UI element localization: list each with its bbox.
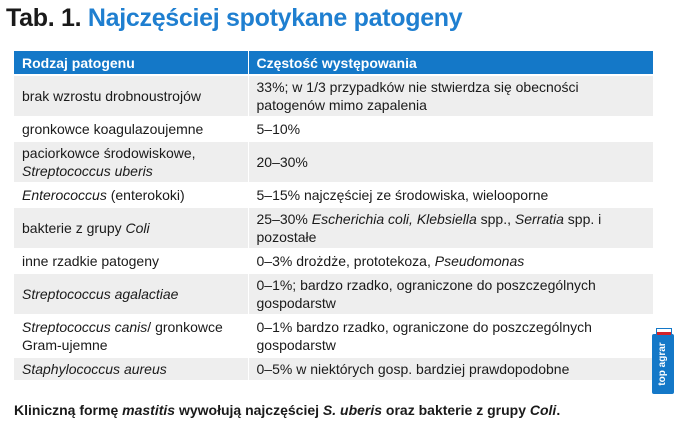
italic-text: Streptococcus canis <box>22 319 148 335</box>
italic-text: mastitis <box>122 402 176 418</box>
pathogen-table <box>14 51 654 382</box>
pathogen-cell <box>14 141 248 183</box>
column-header-frequency: Częstość występowania <box>248 51 653 75</box>
text-segment: . <box>556 402 561 418</box>
frequency-cell <box>248 357 653 381</box>
table-row <box>14 249 653 273</box>
text-segment: / gronkowce Gram-ujemne <box>22 319 223 353</box>
frequency-cell <box>248 249 653 273</box>
pathogen-cell <box>14 75 248 117</box>
text-segment: 5–15% najczęściej ze środowiska, wielooporne <box>256 187 549 203</box>
frequency-cell <box>248 273 653 315</box>
table-number: Tab. 1. <box>6 4 82 32</box>
frequency-cell <box>248 75 653 117</box>
table-row <box>14 273 653 315</box>
text-segment: 0–3% drożdże, prototekoza, <box>256 253 435 269</box>
table-row <box>14 75 653 117</box>
table-row <box>14 357 653 381</box>
text-segment: Kliniczną formę <box>14 402 123 418</box>
text-segment: 33%; w 1/3 przypadków nie stwierdza się obecności patogenów mimo zapalenia <box>256 79 579 113</box>
text-segment: wywołują najczęściej <box>175 402 323 418</box>
italic-text: Escherichia coli, Klebsiella <box>311 211 477 227</box>
logo-text: top agrar <box>657 342 668 386</box>
italic-text: Streptococcus uberis <box>22 163 153 179</box>
table-caption: Najczęściej spotykane patogeny <box>87 4 463 32</box>
italic-text: Streptococcus agalactiae <box>22 286 179 302</box>
table-title <box>6 4 462 33</box>
table-row <box>14 117 653 141</box>
italic-text: Pseudomonas <box>434 253 525 269</box>
italic-text: S. uberis <box>322 402 383 418</box>
text-segment: 0–1% bardzo rzadko, ograniczone do poszczególnych gospodarstw <box>256 319 592 353</box>
text-segment: (enterokoki) <box>106 187 185 203</box>
frequency-cell <box>248 207 653 249</box>
table-row <box>14 315 653 357</box>
footnote <box>14 402 560 418</box>
column-header-pathogen: Rodzaj patogenu <box>14 51 248 75</box>
italic-text: Staphylococcus aureus <box>22 361 167 377</box>
text-segment: paciorkowce środowiskowe, <box>22 145 196 161</box>
table-row <box>14 183 653 207</box>
italic-text: Coli <box>125 220 150 236</box>
table-body <box>14 75 653 381</box>
pathogen-cell <box>14 117 248 141</box>
italic-text: Serratia <box>514 211 564 227</box>
italic-text: Coli <box>529 402 557 418</box>
pathogen-cell <box>14 315 248 357</box>
pathogen-cell <box>14 273 248 315</box>
table-header-row <box>14 51 653 75</box>
text-segment: oraz bakterie z grupy <box>382 402 530 418</box>
text-segment: gronkowce koagulazoujemne <box>22 121 204 137</box>
table-row <box>14 141 653 183</box>
frequency-cell <box>248 117 653 141</box>
text-segment: bakterie z grupy <box>22 220 126 236</box>
pathogen-cell <box>14 357 248 381</box>
text-segment: spp. i pozostałe <box>256 211 602 245</box>
italic-text: Enterococcus <box>22 187 107 203</box>
text-segment: spp., <box>476 211 515 227</box>
frequency-cell <box>248 315 653 357</box>
pathogen-cell <box>14 207 248 249</box>
text-segment: brak wzrostu drobnoustrojów <box>22 88 201 104</box>
text-segment: inne rzadkie patogeny <box>22 253 159 269</box>
text-segment: 20–30% <box>256 154 308 170</box>
frequency-cell <box>248 183 653 207</box>
pathogen-cell <box>14 249 248 273</box>
top-agrar-logo <box>652 334 674 394</box>
pathogen-cell <box>14 183 248 207</box>
text-segment: 5–10% <box>256 121 301 137</box>
text-segment: 0–1%; bardzo rzadko, ograniczone do poszczególnych gospodarstw <box>256 277 596 311</box>
text-segment: 25–30% <box>256 211 312 227</box>
table-row <box>14 207 653 249</box>
frequency-cell <box>248 141 653 183</box>
flag-icon <box>656 328 672 336</box>
text-segment: 0–5% w niektórych gosp. bardziej prawdopodobne <box>256 361 570 377</box>
